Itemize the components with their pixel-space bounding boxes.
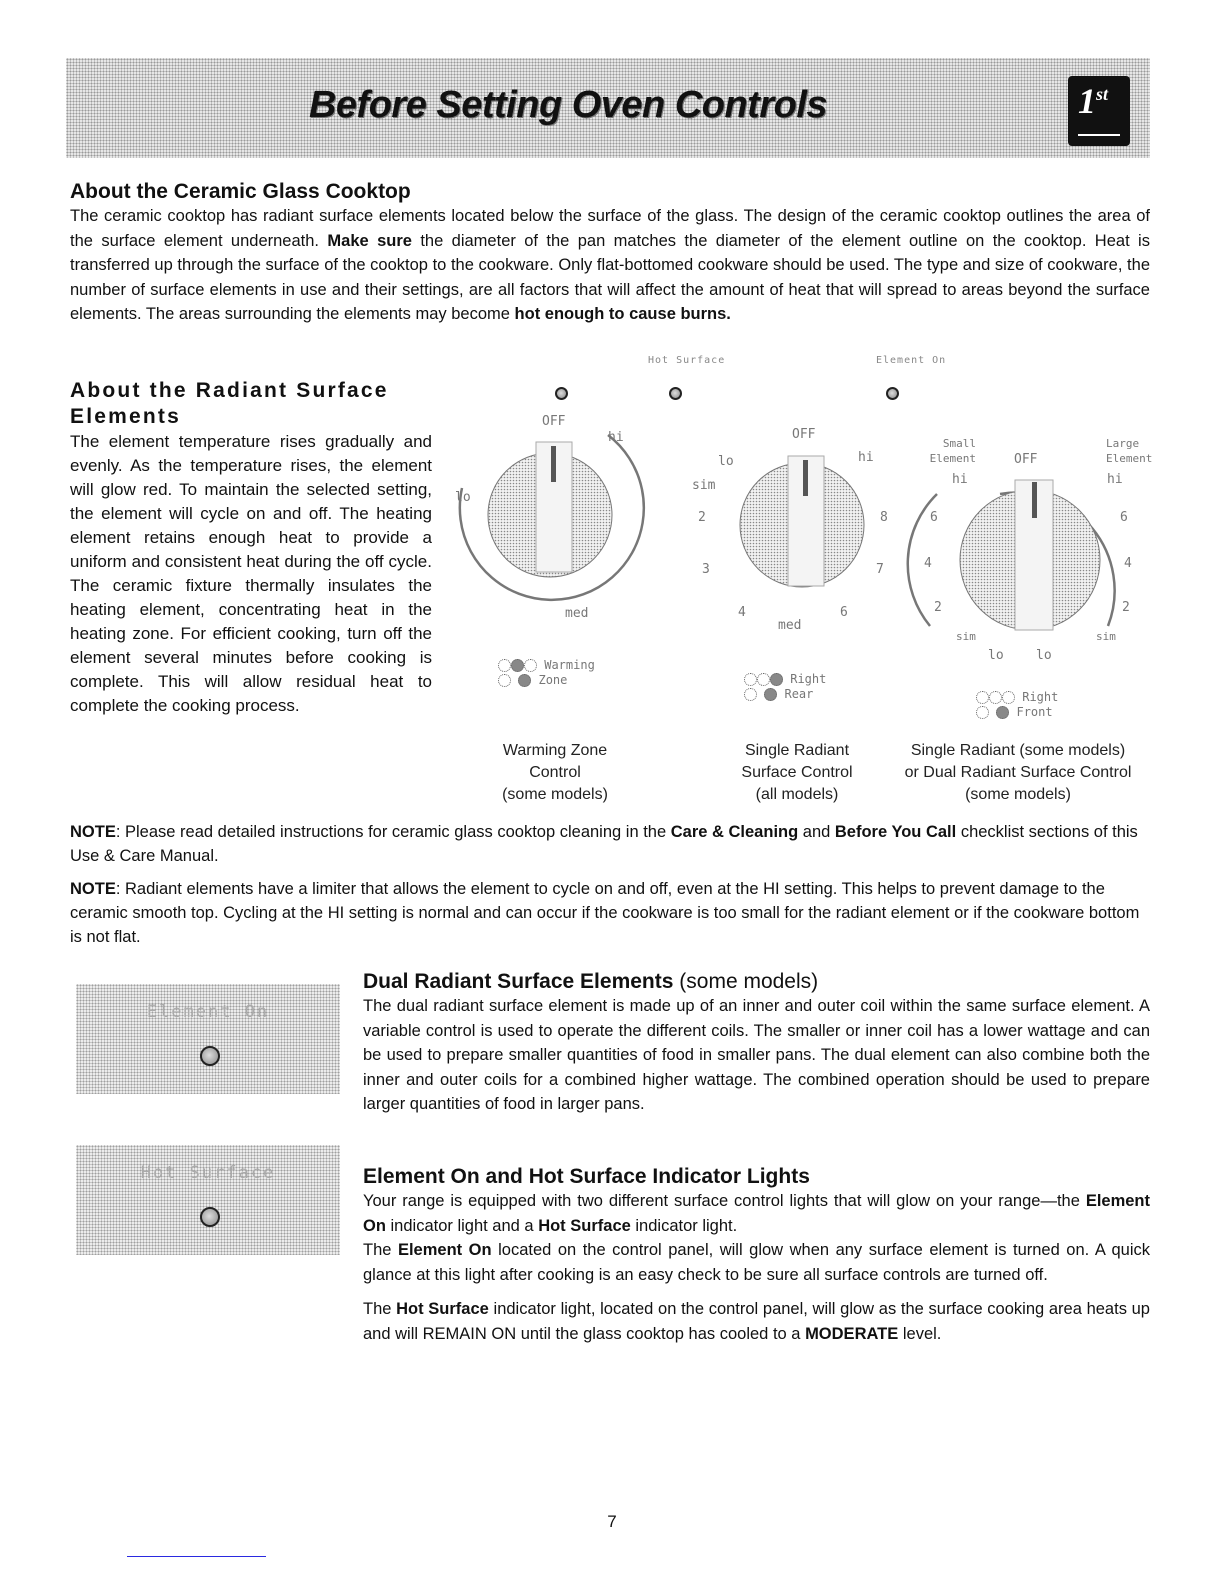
knob-label-6: 6 [1120,510,1128,525]
knob-label-2: 2 [934,600,942,615]
radiant-elements-section [70,378,432,718]
ceramic-cooktop-body: The ceramic cooktop has radiant surface elements located below the surface of the glass. The design of the ceramic cooktop outlines the area of the surface element underneath. Make sure the diameter of the pan matches the diameter of the element outline on the cooktop. Heat is transferred up through the surface of the cooktop to the cookware. Only flat-bottomed cookware should be used. The type and size of cookware, the number of surface elements in use and their settings, are all factors that will affect the amount of heat that will spread to areas beyond the surface elements. The areas surrounding the elements may become hot enough to cause burns. [70,207,1150,323]
knob-label-large-hi: hi [1107,472,1123,487]
knob-label-3: 3 [702,562,710,577]
knobs-illustration [440,350,1160,650]
dual-radiant-heading: Dual Radiant Surface Elements (some models) [363,970,819,993]
knob-label-6: 6 [840,605,848,620]
knob-label-4: 4 [924,556,932,571]
radiant-elements-heading: About the Radiant Surface Elements [70,379,389,428]
element-on-light-icon [200,1046,220,1066]
page-number: 7 [607,1512,617,1531]
knob-label-hi: hi [858,450,874,465]
element-on-illustration [76,984,340,1094]
knob-label-lo: lo [718,454,734,469]
indicator-lights-paragraph-3: The Hot Surface indicator light, located on the control panel, will glow as the surface cooking area heats up and will REMAIN ON until the glass cooktop has cooled to a MODERATE level. [363,1300,1150,1343]
knob-label-4: 4 [738,605,746,620]
small-element-label: Small Element [929,437,976,465]
indicator-lights-paragraph-1: Your range is equipped with two different surface control lights that will glow on your range—the Element On indicator light and a Hot Surface indicator light. [363,1192,1150,1235]
dual-radiant-section [363,970,1150,1117]
knob-label-sim: sim [1096,630,1116,643]
knob-label-4: 4 [1124,556,1132,571]
knob-label-lo: lo [455,490,471,505]
dual-radiant-body: The dual radiant surface element is made up of an inner and outer coil within the same surface element. A variable control is used to operate the different coils. The smaller or inner coil has a lower wattage and can be used to prepare smaller quantities of food in smaller pans. The dual element can also combine both the inner and outer coils for a combined higher wattage. The combined operation should be used to prepare larger quantities of food in larger pans. [363,997,1150,1113]
indicator-lights-section [363,1165,1150,1346]
knob-label-hi: hi [608,430,624,445]
page-title: Before Setting Oven Controls [308,84,828,126]
dual-radiant-caption: Single Radiant (some models) or Dual Radiant Surface Control (some models) [904,742,1132,803]
knob-label-small-hi: hi [952,472,968,487]
indicator-lights-heading: Element On and Hot Surface Indicator Lights [363,1165,810,1188]
warming-zone-caption: Warming Zone Control (some models) [502,742,608,803]
knob-label-med: med [778,618,802,633]
single-radiant-caption: Single Radiant Surface Control (all models) [741,742,853,803]
ceramic-cooktop-heading: About the Ceramic Glass Cooktop [70,180,411,203]
badge-underline [1078,134,1120,136]
section-badge [1068,76,1130,146]
page-header-banner [66,58,1150,158]
hot-surface-illustration [76,1145,340,1255]
element-on-label: Element On [876,355,947,366]
badge-suffix: st [1096,84,1109,104]
knob-label-off: OFF [1014,452,1038,467]
warming-zone-location-icon: Warming Zone [498,658,595,688]
right-rear-location-icon: Right Rear [744,672,826,702]
knob-label-med: med [565,606,589,621]
footer-link-line[interactable] [127,1556,266,1557]
ceramic-cooktop-section [70,180,1150,327]
element-on-image-label: Element On [146,1002,270,1022]
knob-label-sim: sim [692,478,716,493]
knob-label-2: 2 [1122,600,1130,615]
note-limiter: NOTE: Radiant elements have a limiter that allows the element to cycle on and off, even at the HI setting. This helps to prevent damage to the ceramic smooth top. Cycling at the HI setting is normal and can occur if the cookware is too small for the radiant element or if the cookware bottom is not flat. [70,880,1140,946]
hot-surface-light-icon [200,1207,220,1227]
badge-number: 1 [1078,81,1096,121]
hot-surface-image-label: Hot Surface [140,1163,276,1183]
warming-zone-knob [460,435,644,600]
right-front-location-icon: Right Front [976,690,1058,720]
indicator-lights-paragraph-2: The Element On located on the control panel, will glow when any surface element is turned on. A quick glance at this light after cooking is an easy check to be sure all surface controls are turned off. [363,1241,1150,1284]
knob-label-sim: sim [956,630,976,643]
knob-label-6: 6 [930,510,938,525]
control-knobs-diagram [440,350,1160,810]
knob-label-8: 8 [880,510,888,525]
knob-label-lo: lo [1036,648,1052,663]
knob-label-7: 7 [876,562,884,577]
knob-label-off: OFF [542,414,566,429]
knob-label-off: OFF [792,427,816,442]
radiant-elements-body: The element temperature rises gradually and evenly. As the temperature rises, the element will glow red. To maintain the selected setting, the element will cycle on and off. The heating element retains enough heat to provide a uniform and consistent heat during the off cycle. The ceramic fixture thermally insulates the heating element, concentrating heat in the heating zone. For efficient cooking, turn off the element several minutes before cooking is complete. This will allow residual heat to complete the cooking process. [70,432,432,715]
hot-surface-label: Hot Surface [648,355,726,366]
note-cleaning: NOTE: Please read detailed instructions for ceramic glass cooktop cleaning in the Care & Cleaning and Before You Call checklist sections of this Use & Care Manual. [70,823,1138,865]
knob-label-2: 2 [698,510,706,525]
single-radiant-knob [740,456,864,587]
large-element-label: Large Element [1106,437,1153,465]
knob-label-lo: lo [988,648,1004,663]
